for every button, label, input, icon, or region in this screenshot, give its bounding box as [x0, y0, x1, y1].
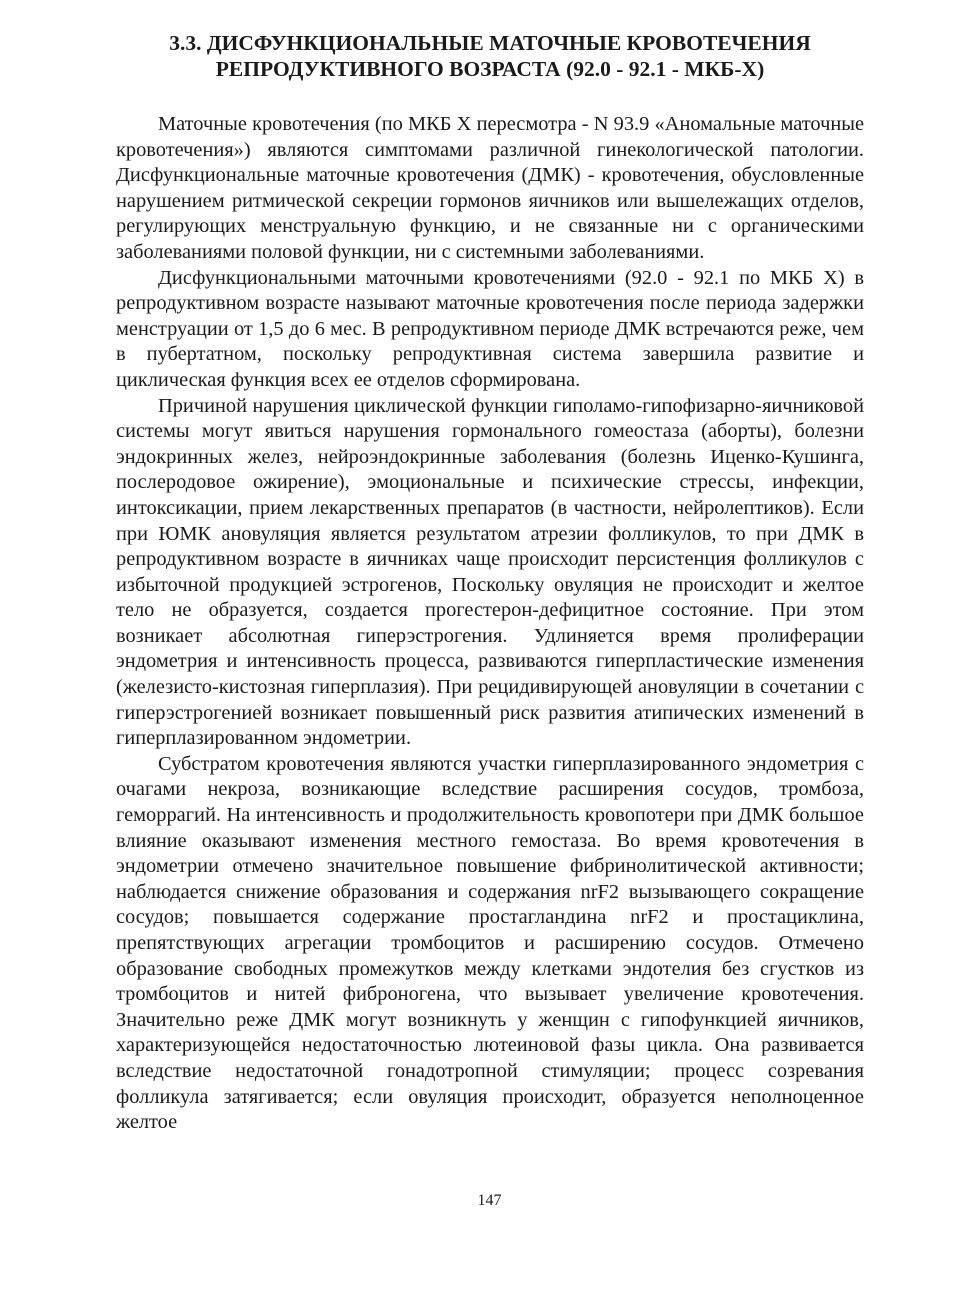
- paragraph-3: Причиной нарушения циклической функции гиполамо-гипофизарно-яичниковой системы могут явиться нарушения гормонального гомеостаза (аборты), болезни эндокринных желез, нейроэндокринные заболевания (болезнь Иценко-Кушинга, послеродовое ожирение), эмоциональные и психические стрессы, инфекции, интоксикации, прием лекарственных препаратов (в частности, нейролептиков). Если при ЮМК ановуляция является результатом атрезии фолликулов, то при ДМК в репродуктивном возрасте в яичниках чаще происходит персистенция фолликулов с избыточной продукцией эстрогенов, Поскольку овуляция не происходит и желтое тело не образуется, создается прогестерон-дефицитное состояние. При этом возникает абсолютная гиперэстрогения. Удлиняется время пролиферации эндометрия и интенсивность процесса, развиваются гиперпластические изменения (железисто-кистозная гиперплазия). При рецидивирующей ановуляции в сочетании с гиперэстрогенией возникает повышенный риск развития атипических изменений в гиперплазированном эндометрии.: [116, 394, 864, 750]
- section-title: [116, 30, 864, 82]
- paragraph-2: Дисфункциональными маточными кровотечениями (92.0 - 92.1 по МКБ X) в репродуктивном возрасте называют маточные кровотечения после периода задержки менструации от 1,5 до 6 мес. В репродуктивном периоде ДМК встречаются реже, чем в пубертатном, поскольку репродуктивная система завершила развитие и циклическая функция всех ее отделов сформирована.: [116, 266, 864, 391]
- paragraph-4: Субстратом кровотечения являются участки гиперплазированного эндометрия с очагами некроза, возникающие вследствие расширения сосудов, тромбоза, геморрагий. На интенсивность и продолжительность кровопотери при ДМК большое влияние оказывают изменения местного гемостаза. Во время кровотечения в эндометрии отмечено значительное повышение фибринолитической активности; наблюдается снижение образования и содержания nrF2 вызывающего сокращение сосудов; повышается содержание простагландина nrF2 и простациклина, препятствующих агрегации тромбоцитов и расширению сосудов. Отмечено образование свободных промежутков между клетками эндотелия без сгустков из тромбоцитов и нитей фиброногена, что вызывает увеличение кровотечения. Значительно реже ДМК могут возникнуть у женщин с гипофункцией яичников, характеризующейся недостаточностью лютеиновой фазы цикла. Она развивается вследствие недостаточной гонадотропной стимуляции; процесс созревания фолликула затягивается; если овуляция происходит, образуется неполноценное желтое: [116, 752, 864, 1134]
- page-number: 147: [477, 1192, 502, 1209]
- section-title-line-1: 3.3. ДИСФУНКЦИОНАЛЬНЫЕ МАТОЧНЫЕ КРОВОТЕЧЕНИЯ: [169, 31, 811, 55]
- paragraph-1: Маточные кровотечения (по МКБ X пересмотра - N 93.9 «Аномальные маточные кровотечения») являются симптомами различной гинекологической патологии. Дисфункциональные маточные кровотечения (ДМК) - кровотечения, обусловленные нарушением ритмической секреции гормонов яичников или вышележащих отделов, регулирующих менструальную функцию, и не связанные ни с органическими заболеваниями половой функции, ни с системными заболеваниями.: [116, 113, 864, 263]
- document-page: [116, 30, 864, 1136]
- section-title-line-2: РЕПРОДУКТИВНОГО ВОЗРАСТА (92.0 - 92.1 - МКБ-Х): [215, 57, 765, 81]
